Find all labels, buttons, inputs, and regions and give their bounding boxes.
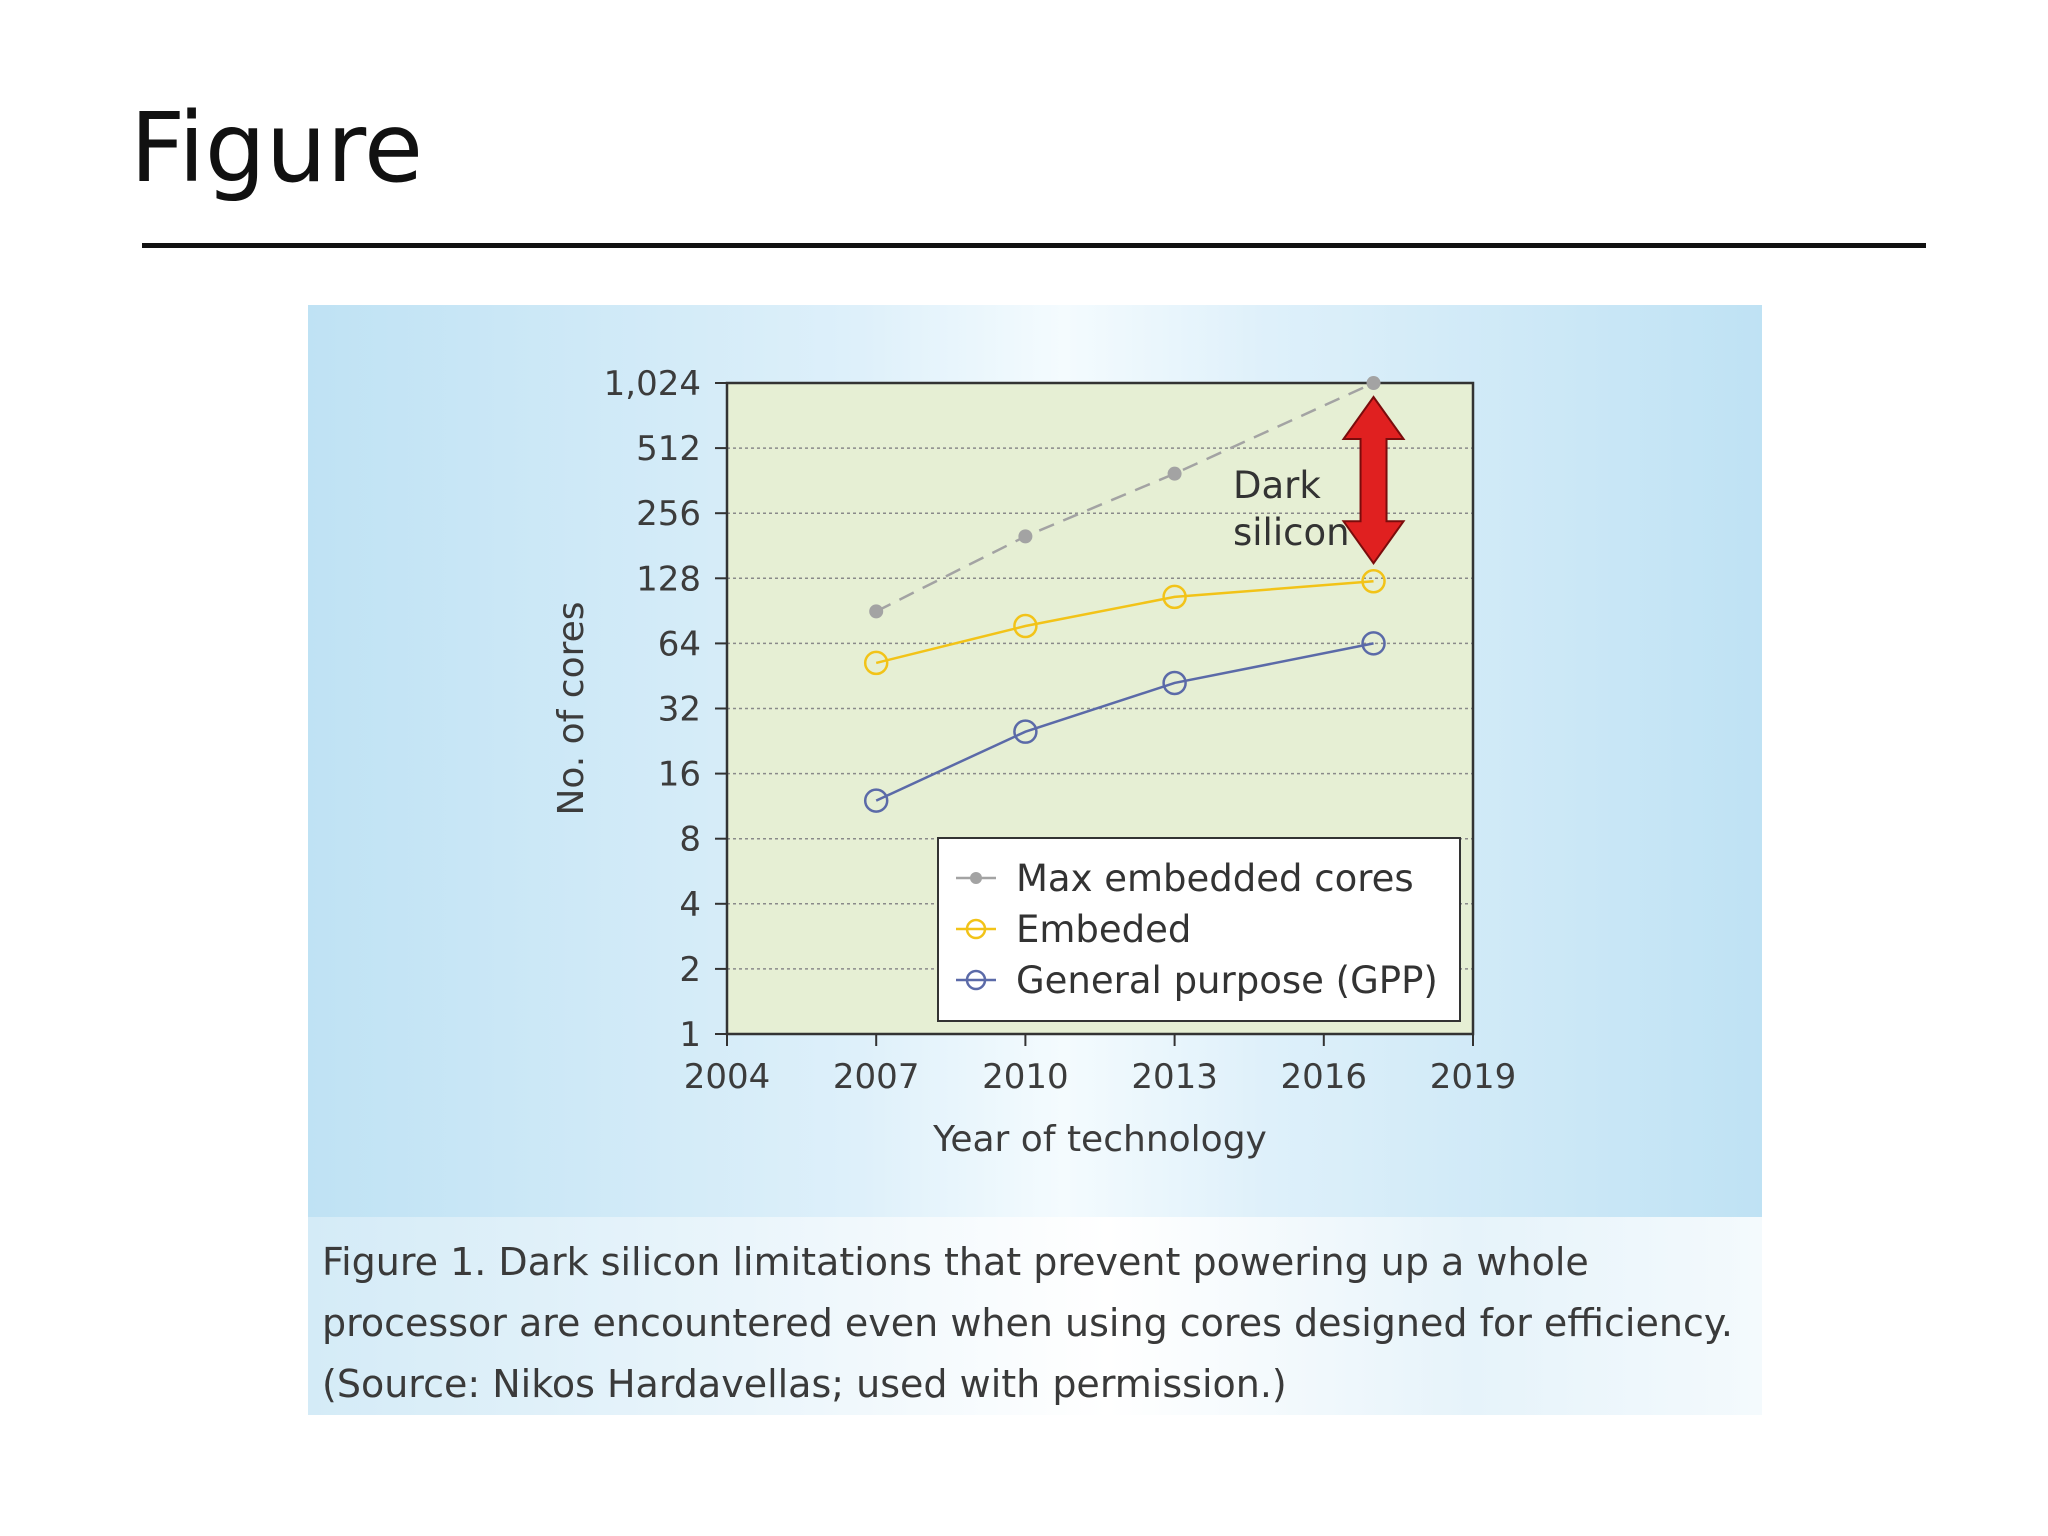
data-point: [1367, 376, 1381, 390]
x-axis-title: Year of technology: [933, 1119, 1267, 1160]
slide-title: Figure: [130, 92, 424, 204]
y-tick-label: 32: [657, 689, 701, 730]
legend-label: General purpose (GPP): [1016, 959, 1438, 1002]
y-tick-label: 128: [636, 559, 701, 600]
legend-label: Max embedded cores: [1016, 857, 1414, 900]
y-tick-label: 64: [657, 624, 701, 665]
y-tick-label: 1,024: [603, 364, 701, 404]
y-tick-label: 8: [679, 819, 701, 860]
caption-line: (Source: Nikos Hardavellas; used with permission.): [322, 1362, 1287, 1406]
y-tick-label: 256: [636, 494, 701, 535]
x-tick-label: 2016: [1280, 1057, 1368, 1097]
legend-label: Embeded: [1016, 908, 1192, 951]
y-tick-label: 16: [657, 754, 701, 795]
caption-line: processor are encountered even when using cores designed for efficiency.: [322, 1301, 1733, 1345]
annotation-label: silicon: [1233, 511, 1350, 554]
data-point: [869, 604, 883, 618]
x-tick-label: 2010: [982, 1057, 1069, 1097]
x-tick-label: 2004: [683, 1057, 771, 1097]
data-point: [1168, 467, 1182, 481]
legend-swatch-marker: [970, 872, 982, 884]
caption-line: Figure 1. Dark silicon limitations that prevent powering up a whole: [322, 1240, 1589, 1284]
data-point: [1018, 529, 1032, 543]
x-tick-label: 2013: [1131, 1057, 1218, 1097]
y-tick-label: 4: [679, 884, 701, 925]
x-tick-label: 2007: [832, 1057, 920, 1097]
y-axis-title: No. of cores: [551, 601, 592, 816]
annotation-label: Dark: [1233, 464, 1321, 507]
y-tick-label: 1: [679, 1015, 701, 1055]
y-tick-label: 512: [636, 429, 701, 470]
x-tick-label: 2019: [1429, 1057, 1517, 1097]
figure-caption: [322, 1232, 1762, 1415]
y-tick-label: 2: [679, 949, 701, 990]
